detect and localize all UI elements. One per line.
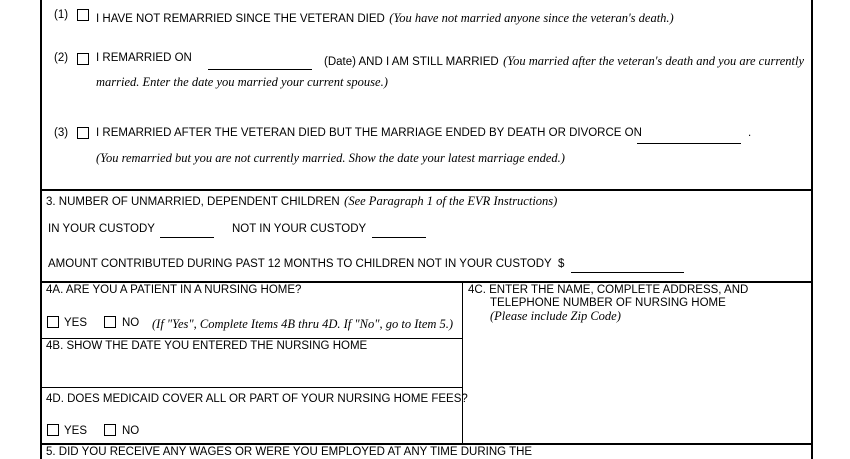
medicaid-no-checkbox[interactable]: [104, 424, 116, 436]
option-3-text: I REMARRIED AFTER THE VETERAN DIED BUT THE MARRIAGE ENDED BY DEATH OR DIVORCE ON: [96, 127, 642, 139]
section-3-title-note: (See Paragraph 1 of the EVR Instructions): [344, 194, 558, 208]
section-3-top-rule: [40, 189, 813, 191]
option-3-period: .: [748, 127, 752, 139]
option-1-number: (1): [54, 9, 69, 21]
medicaid-no-label: NO: [122, 425, 140, 437]
section-4-top-rule: [40, 281, 813, 283]
not-in-custody-label: NOT IN YOUR CUSTODY: [232, 223, 367, 235]
section-3-heading: [46, 192, 557, 210]
children-not-in-custody-field[interactable]: [372, 223, 426, 238]
amount-contributed-label: AMOUNT CONTRIBUTED DURING PAST 12 MONTHS TO CHILDREN NOT IN YOUR CUSTODY: [48, 258, 552, 270]
option-3-note: (You remarried but you are not currently married. Show the date your latest marriage ended.): [96, 151, 565, 165]
option-2-number: (2): [54, 52, 69, 64]
nursing-home-no-checkbox[interactable]: [104, 316, 116, 328]
in-custody-label: IN YOUR CUSTODY: [48, 223, 155, 235]
section-4b-top-rule: [40, 338, 463, 339]
option-3-checkbox[interactable]: [77, 127, 89, 139]
section-4a-note: (If "Yes", Complete Items 4B thru 4D. If "No", go to Item 5.): [152, 317, 454, 331]
nursing-home-address-field[interactable]: [466, 328, 808, 440]
option-2-checkbox[interactable]: [77, 53, 89, 65]
nursing-home-yes-label: YES: [64, 317, 88, 329]
marriage-ended-date-field[interactable]: [637, 129, 741, 144]
remarriage-date-field[interactable]: [208, 55, 312, 70]
section-4a-title: 4A. ARE YOU A PATIENT IN A NURSING HOME?: [46, 284, 302, 296]
option-1-checkbox[interactable]: [77, 9, 89, 21]
medicaid-yes-label: YES: [64, 425, 88, 437]
children-in-custody-field[interactable]: [160, 223, 214, 238]
option-2-label-continued: [324, 52, 804, 70]
section-4c-note: (Please include Zip Code): [490, 309, 621, 323]
currency-symbol: $: [558, 258, 565, 270]
nursing-home-yes-checkbox[interactable]: [47, 316, 59, 328]
section-5-top-rule: [40, 443, 813, 445]
option-2-note: (You married after the veteran's death and you are currently: [503, 54, 805, 68]
form-left-border: [40, 0, 42, 459]
form-right-border: [811, 0, 813, 459]
option-3-number: (3): [54, 127, 69, 139]
option-1-note: (You have not married anyone since the veteran's death.): [389, 11, 674, 25]
option-1-label: [96, 9, 674, 27]
option-2-text-after: (Date) AND I AM STILL MARRIED: [324, 56, 499, 68]
section-4c-title-line-1: 4C. ENTER THE NAME, COMPLETE ADDRESS, AND: [468, 284, 749, 296]
option-2-note-line-2: married. Enter the date you married your current spouse.): [96, 75, 388, 89]
section-4d-top-rule: [40, 387, 463, 388]
medicaid-yes-checkbox[interactable]: [47, 424, 59, 436]
nursing-home-no-label: NO: [122, 317, 140, 329]
section-3-title: 3. NUMBER OF UNMARRIED, DEPENDENT CHILDREN: [46, 196, 340, 208]
section-4b-title: 4B. SHOW THE DATE YOU ENTERED THE NURSING HOME: [46, 340, 368, 352]
section-4d-title: 4D. DOES MEDICAID COVER ALL OR PART OF YOUR NURSING HOME FEES?: [46, 393, 468, 405]
section-4c-title-line-2: TELEPHONE NUMBER OF NURSING HOME: [490, 297, 726, 309]
section-5-title: 5. DID YOU RECEIVE ANY WAGES OR WERE YOU EMPLOYED AT ANY TIME DURING THE: [46, 446, 533, 458]
section-4-column-divider: [462, 282, 463, 444]
amount-contributed-field[interactable]: [571, 258, 684, 273]
option-1-text: I HAVE NOT REMARRIED SINCE THE VETERAN DIED: [96, 13, 385, 25]
option-2-text: I REMARRIED ON: [96, 52, 192, 64]
nursing-home-entry-date-field[interactable]: [44, 356, 458, 384]
